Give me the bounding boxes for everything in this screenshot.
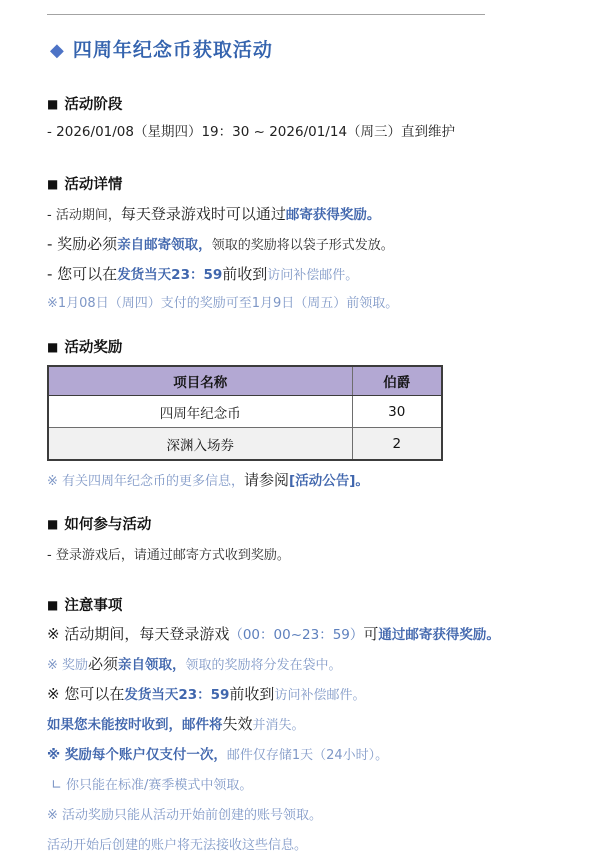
diamond-icon: ◆ — [50, 40, 65, 61]
text-segment: ※ 您可以在 — [47, 685, 125, 703]
text-segment: 亲自领取， — [118, 657, 186, 673]
note-line — [47, 803, 589, 826]
section-header — [47, 178, 589, 193]
table-row — [48, 396, 442, 428]
text-segment: 请参阅 — [244, 471, 290, 489]
text-segment: - 您可以在 — [47, 265, 118, 283]
column-header-grade: 伯爵 — [352, 366, 442, 396]
detail-line — [47, 203, 589, 226]
text-segment: - 活动期间， — [47, 208, 121, 223]
item-value-cell: 2 — [352, 428, 442, 461]
text-segment: 活动开始后创建的账户将无法接收这些信息。 — [47, 838, 308, 853]
table-row — [48, 428, 442, 461]
page-title-text: 四周年纪念币获取活动 — [72, 39, 273, 61]
square-bullet-icon: ■ — [47, 97, 59, 111]
note-line — [47, 623, 589, 646]
section-header-text: 活动奖励 — [64, 340, 123, 356]
text-segment: 发货当天23：59 — [124, 687, 230, 703]
section-event-details — [47, 178, 589, 313]
section-header-text: 如何参与活动 — [64, 517, 152, 533]
text-segment: 前收到 — [229, 685, 275, 703]
section-header — [47, 341, 589, 356]
text-segment: 可 — [363, 625, 379, 643]
note-line — [47, 713, 589, 736]
item-name-cell: 深渊入场券 — [48, 428, 352, 461]
section-how-to-participate — [47, 518, 589, 566]
note-line — [47, 683, 589, 706]
event-period-text: - 2026/01/08（星期四）19：30 ~ 2026/01/14（周三）直到维护 — [47, 124, 456, 140]
section-precautions — [47, 599, 589, 856]
detail-line — [47, 263, 589, 286]
top-divider — [47, 14, 485, 15]
text-segment: 通过邮寄获得奖励。 — [378, 627, 500, 643]
section-header — [47, 599, 589, 614]
square-bullet-icon: ■ — [47, 517, 59, 531]
rewards-table — [47, 365, 443, 461]
note-line — [47, 833, 589, 856]
section-event-stage — [47, 98, 589, 141]
how-line — [47, 543, 589, 566]
section-header — [47, 98, 589, 113]
text-segment: 必须 — [88, 655, 119, 673]
text-segment: ∟ 你只能在标准/赛季模式中领取。 — [51, 778, 253, 793]
text-segment: 邮寄获得奖励。 — [285, 207, 381, 223]
text-segment: 如果您未能按时收到，邮件将 — [47, 717, 223, 733]
note-line — [47, 653, 589, 676]
text-segment: 邮件仅存储1天（24小时）。 — [226, 748, 389, 763]
section-event-rewards — [47, 341, 589, 491]
page-title — [50, 39, 589, 62]
section-header-text: 活动详情 — [64, 177, 123, 193]
text-segment: - 奖励必须 — [47, 235, 118, 253]
text-segment: 发货当天23：59 — [117, 267, 223, 283]
item-value-cell: 30 — [352, 396, 442, 428]
square-bullet-icon: ■ — [47, 177, 59, 191]
square-bullet-icon: ■ — [47, 340, 59, 354]
column-header-item-name: 项目名称 — [48, 366, 352, 396]
square-bullet-icon: ■ — [47, 598, 59, 612]
text-segment: ※ 活动奖励只能从活动开始前创建的账号领取。 — [47, 808, 323, 823]
section-header-text: 注意事项 — [64, 598, 123, 614]
text-segment: 亲自邮寄领取， — [117, 237, 212, 253]
section-header — [47, 518, 589, 533]
note-line — [47, 743, 589, 766]
notice-document — [0, 14, 609, 856]
text-segment: 领取的奖励将分发在袋中。 — [185, 658, 342, 673]
text-segment: （00：00~23：59） — [229, 627, 364, 643]
text-segment: ※ 有关四周年纪念币的更多信息， — [47, 474, 245, 489]
text-segment: 每天登录游戏时可以通过 — [120, 205, 286, 223]
table-header-row — [48, 366, 442, 396]
detail-line — [47, 233, 589, 256]
text-segment: ※ 活动期间，每天登录游戏 — [47, 625, 230, 643]
text-segment: ※1月08日（周四）支付的奖励可至1月9日（周五）前领取。 — [47, 296, 399, 311]
text-segment: - 登录游戏后，请通过邮寄方式收到奖励。 — [47, 548, 290, 563]
text-segment: 失效 — [222, 715, 253, 733]
text-segment: 并消失。 — [252, 718, 305, 733]
event-announcement-link[interactable]: [活动公告]。 — [289, 473, 369, 489]
text-segment: ※ 奖励每个账户仅支付一次， — [47, 747, 227, 763]
detail-note — [47, 293, 589, 313]
text-segment: 前收到 — [222, 265, 268, 283]
rewards-note — [47, 470, 589, 491]
item-name-cell: 四周年纪念币 — [48, 396, 352, 428]
section-header-text: 活动阶段 — [64, 97, 123, 113]
text-segment: 访问补偿邮件。 — [274, 688, 366, 703]
text-segment: 领取的奖励将以袋子形式发放。 — [211, 238, 394, 253]
text-segment: 访问补偿邮件。 — [267, 268, 359, 283]
text-segment: ※ 奖励 — [47, 658, 89, 673]
note-subline — [47, 773, 589, 796]
